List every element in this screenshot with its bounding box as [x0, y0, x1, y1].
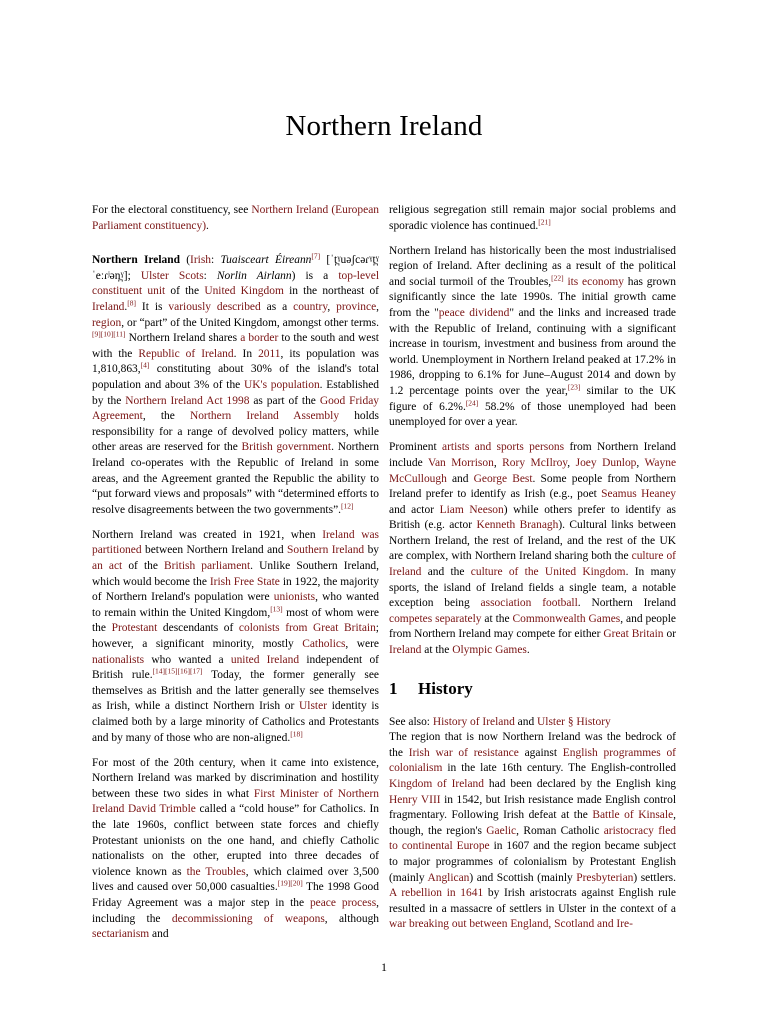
text: . Unlike Southern Ireland, which would become the [92, 559, 379, 588]
link-peace-process[interactable]: peace process [309, 896, 377, 909]
text: , and people from Northern Ireland may compete for either [389, 612, 676, 641]
text: called a “cold house” for Catholics. In the late 1960s, conflict between state forces and chiefly Protestant unionists on the one hand, and chiefly Catholic nationalists on the other, erupted into three decades of violence known as [92, 803, 380, 878]
link-irish-war-of-resistance[interactable]: Irish war of resistance [408, 746, 519, 759]
text: descendants of [157, 622, 239, 635]
text: ) while others prefer to identify as British (e.g. actor [389, 503, 676, 532]
text: Northern Ireland was created in 1921, when [92, 528, 323, 541]
text: , [493, 456, 503, 469]
citation[interactable]: [19][20] [277, 878, 303, 888]
text: : [211, 254, 221, 267]
text: in 1607 and the region became subject to major programmes of colonialism by Protestant English (mainly [389, 840, 676, 884]
hatnote [92, 203, 379, 234]
text: by [364, 544, 380, 557]
link-nationalists[interactable]: nationalists [92, 653, 145, 666]
text: Northern Ireland has historically been the most industrialised region of Ireland. After declining as a result of the political and social turmoil of the Troubles, [389, 244, 676, 288]
link-rebellion-1641[interactable]: A rebellion in 1641 [389, 887, 484, 900]
link-country[interactable]: country [293, 300, 328, 313]
text: or [663, 628, 676, 641]
text: against [518, 746, 563, 759]
text: The 1998 Good Friday Agreement was a major step in the [92, 881, 379, 909]
text: and actor [389, 503, 440, 516]
text: and [446, 472, 474, 485]
link-ni-assembly[interactable]: Northern Ireland Assembly [189, 410, 340, 423]
text: . Northern Ireland [577, 597, 676, 610]
text: ( [180, 254, 191, 267]
link-wayne-mccullough[interactable]: Wayne McCullough [389, 456, 677, 485]
text: , were [345, 637, 379, 650]
link-history-of-ireland[interactable]: History of Ireland [432, 715, 515, 728]
link-constituent-unit[interactable]: top-level constituent unit [92, 269, 379, 298]
link-henry-viii[interactable]: Henry VIII [389, 793, 441, 806]
link-good-friday-agreement[interactable]: Good Friday Agreement [92, 394, 380, 423]
link-kenneth-branagh[interactable]: Kenneth Branagh [476, 519, 559, 532]
text: , its population was 1,810,863, [92, 347, 379, 376]
link-kingdom-of-ireland[interactable]: Kingdom of Ireland [389, 778, 484, 790]
link-southern-ireland[interactable]: Southern Ireland [287, 544, 365, 557]
paragraph [389, 730, 676, 933]
link-province[interactable]: province [336, 300, 377, 313]
paragraph [389, 244, 676, 431]
link-united-ireland[interactable]: united Ireland [230, 653, 300, 666]
text: in the northeast of [283, 285, 379, 298]
citation[interactable]: [8] [127, 298, 136, 308]
citation[interactable]: [22] [551, 273, 564, 283]
paragraph [92, 756, 379, 943]
link-culture-of-ireland[interactable]: culture of Ireland [389, 550, 676, 579]
text: , [567, 456, 576, 469]
link-commonwealth-games[interactable]: Commonwealth Games [512, 612, 621, 625]
section-title: History [418, 678, 473, 698]
text: : [203, 269, 217, 282]
text: . [124, 300, 128, 313]
text: , who wanted to remain within the United Kingdom, [92, 591, 379, 619]
hatnote-text: For the electoral constituency, see [92, 204, 252, 216]
text: holds responsibility for a range of devolved policy matters, while other areas are reserved for the [92, 410, 379, 454]
text: in 1542, but Irish resistance made English control fragmentary. Following Irish defeat at the [389, 793, 677, 822]
text: from Northern Ireland include [389, 441, 677, 469]
link-british-parliament[interactable]: British parliament [164, 559, 251, 572]
link-republic-of-ireland[interactable]: Republic of Ireland [138, 347, 234, 360]
text: , which claimed over 3,500 lives and caused over 50,000 casualties. [92, 865, 379, 894]
link-ulster[interactable]: Ulster [299, 700, 327, 713]
text: 58.2% of those unemployed had been unemployed for over a year. [389, 400, 677, 429]
citation[interactable]: [21] [538, 217, 551, 227]
text: similar to the UK figure of 6.2%. [389, 385, 677, 413]
text: ). Cultural links between Northern Ireland, the rest of Ireland, and the rest of the UK are complex, with Northern Ireland sharing both the [389, 519, 676, 563]
paragraph [389, 203, 676, 234]
text: , [376, 300, 380, 313]
link-rory-mcilroy[interactable]: Rory McIlroy [502, 456, 568, 469]
page-title: Northern Ireland [285, 110, 483, 142]
text: , Roman Catholic [516, 824, 604, 837]
citation[interactable]: [23] [567, 382, 581, 392]
link-liam-neeson[interactable]: Liam Neeson [439, 503, 504, 516]
section-heading-history [389, 680, 676, 698]
text: " and the links and increased trade with the Republic of Ireland, continuing with a significant increase in tourism, investment and business from around the world. Unemployment in Northern Ireland peaked at 17.2% in 1986, dropping to 6.1% for June–August 2014 and down by 1.2 percentage points over the year, [389, 307, 677, 398]
section-number: 1 [389, 678, 398, 698]
text: at the [481, 612, 513, 625]
text: independent of British rule. [92, 653, 379, 682]
article-subject: Northern Ireland [92, 254, 180, 267]
link-ireland-partitioned[interactable]: Ireland was partitioned [92, 528, 379, 557]
link-ni-act-1998[interactable]: Northern Ireland Act 1998 [125, 394, 250, 407]
text: constituting about 30% of the island's total population and about 3% of the [92, 363, 379, 391]
lead-paragraph [92, 253, 379, 518]
link-george-best[interactable]: George Best [473, 472, 533, 485]
text: as a [260, 300, 294, 313]
text: in the late 16th century. The English-controlled [442, 762, 676, 775]
link-ulster-scots[interactable]: Ulster Scots [140, 269, 204, 282]
text: It is [136, 300, 169, 313]
text: identity is claimed both by a large minority of Catholics and Protestants and by many of those who are non-aligned. [92, 700, 380, 744]
text: ; however, a significant minority, mostly [92, 622, 379, 650]
link-protestant[interactable]: Protestant [111, 622, 158, 635]
text: , the [142, 410, 190, 423]
link-united-kingdom[interactable]: United Kingdom [204, 285, 284, 298]
citation[interactable]: [18] [290, 729, 303, 738]
link-artists-sports[interactable]: artists and sports persons [442, 441, 565, 454]
link-ulster-history[interactable]: Ulster § History [537, 715, 611, 728]
link-david-trimble[interactable]: David Trimble [128, 803, 196, 816]
link-uk-population[interactable]: UK's population [243, 378, 320, 391]
link-variously-described[interactable]: variously described [168, 300, 261, 313]
link-anglican[interactable]: Anglican [427, 871, 470, 884]
link-peace-dividend[interactable]: peace dividend [438, 307, 510, 320]
text: in 1922, the majority of Northern Ireland's population were [92, 575, 379, 604]
text: See also: [389, 715, 433, 728]
link-english-colonialism[interactable]: English programmes of colonialism [389, 746, 676, 775]
link-culture-of-uk[interactable]: culture of the United Kingdom [470, 566, 626, 579]
text: as part of the [249, 394, 320, 407]
text: has grown significantly since the late 1990s. The initial growth came from the " [389, 275, 676, 320]
link-battle-of-kinsale[interactable]: Battle of Kinsale [592, 809, 674, 822]
text: Today, the former generally see themselves as British and the latter generally see themselves as Irish, while a distinct Northern Irish or [92, 669, 379, 713]
link-association-football[interactable]: association football [480, 597, 578, 610]
link-unionists[interactable]: unionists [273, 591, 316, 604]
text: and [514, 715, 538, 728]
text: , although [324, 912, 380, 925]
link-economy[interactable]: its economy [567, 275, 624, 288]
citation[interactable]: [12] [341, 501, 354, 511]
link-ireland[interactable]: Ireland [92, 300, 125, 313]
link-ni-eu-constituency[interactable]: Northern Ireland (European Parliament constituency) [92, 204, 379, 232]
text: . [206, 219, 209, 232]
link-catholics[interactable]: Catholics [302, 637, 346, 650]
irish-name: Tuaisceart Éireann [220, 254, 312, 267]
text: between Northern Ireland and [141, 544, 288, 557]
link-british-government[interactable]: British government [241, 441, 332, 454]
link-the-troubles[interactable]: the Troubles [186, 865, 246, 878]
link-irish[interactable]: Irish [190, 254, 212, 267]
text: For most of the 20th century, when it came into existence, Northern Ireland was marked by discrimination and hostility between these two sides in what [92, 756, 379, 800]
text: Northern Ireland shares [125, 332, 241, 345]
text: . In [233, 347, 259, 360]
left-column [92, 203, 379, 952]
link-van-morrison[interactable]: Van Morrison [427, 456, 494, 469]
link-great-britain[interactable]: Great Britain [603, 628, 664, 641]
text: Prominent [389, 441, 442, 454]
ipa: [ˈt̪ˠuəʃcəɾˠt̪ˠ ˈeːɾʲən̪ˠ]; [92, 254, 379, 282]
link-joey-dunlop[interactable]: Joey Dunlop [575, 456, 637, 469]
text: by Irish aristocrats against English rule resulted in a massacre of settlers in Ulster in the context of a [389, 887, 676, 915]
text: . In many sports, the island of Ireland fields a single team, a notable exception being [389, 566, 676, 610]
text: . [526, 644, 530, 657]
citation[interactable]: [13] [270, 604, 283, 614]
text: and the [421, 566, 471, 579]
text: ) and Scottish (mainly [469, 871, 577, 884]
text: . Established by the [92, 378, 379, 407]
link-irish-free-state[interactable]: Irish Free State [209, 575, 280, 588]
link-first-minister[interactable]: First Minister of Northern Ireland [92, 787, 379, 816]
link-decommissioning[interactable]: decommissioning of weapons [171, 912, 325, 925]
text: religious segregation still remain major social problems and sporadic violence has continued. [389, 204, 676, 232]
text: The region that is now Northern Ireland was the bedrock of the [389, 731, 676, 759]
link-region[interactable]: region [92, 316, 122, 329]
text: of the [122, 559, 165, 572]
text: at the [421, 644, 453, 657]
text: , though, the region's [389, 809, 676, 837]
link-gaelic[interactable]: Gaelic [486, 824, 517, 837]
see-also-note [389, 715, 676, 731]
text: . Some people from Northern Ireland prefer to identify as Irish (e.g., poet [389, 472, 677, 501]
scots-name: Norlin Airlann [216, 269, 292, 282]
text: , [327, 300, 337, 313]
link-flight-of-earls[interactable]: aristocracy fled to continental Europe [389, 824, 676, 853]
link-seamus-heaney[interactable]: Seamus Heaney [601, 488, 676, 501]
text: ) is a [291, 269, 339, 282]
link-an-act[interactable]: an act [92, 559, 123, 572]
text: most of whom were the [92, 606, 379, 635]
citation[interactable]: [24] [465, 398, 479, 408]
citation[interactable]: [9][10][11] [92, 329, 126, 339]
text: and [149, 928, 169, 941]
text: of the [165, 285, 205, 298]
link-presbyterian[interactable]: Presbyterian [576, 871, 634, 884]
text: , including the [92, 896, 380, 925]
text: , or “part” of the United Kingdom, amongst other terms. [121, 316, 379, 329]
text: ) settlers. [633, 871, 676, 884]
right-column [389, 203, 676, 942]
link-competes-separately[interactable]: competes separately [389, 612, 482, 625]
link-border[interactable]: a border [240, 332, 279, 345]
link-olympic-games[interactable]: Olympic Games [452, 644, 527, 657]
text: , [636, 456, 645, 469]
text: . Northern Ireland co-operates with the Republic of Ireland in some areas, and the Agreement granted the Republic the ability to “put forward views and proposals” with “determined efforts to resolve disagreements between the two governments”. [92, 441, 379, 516]
text: had been declared by the English king [483, 778, 677, 790]
link-ireland-olympics[interactable]: Ireland [389, 644, 422, 657]
link-war-of-three-kingdoms[interactable]: war breaking out between England, Scotland and Ire- [389, 918, 633, 931]
text: to the south and west with the [92, 332, 379, 360]
citation[interactable]: [4] [140, 360, 150, 370]
link-2011[interactable]: 2011 [258, 347, 281, 360]
text: who wanted a [144, 653, 231, 666]
link-colonists[interactable]: colonists from Great Britain [238, 622, 376, 635]
page-number: 1 [381, 960, 387, 974]
citation[interactable]: [14][15][16][17] [152, 666, 203, 676]
paragraph [92, 528, 379, 746]
link-sectarianism[interactable]: sectarianism [92, 928, 150, 941]
paragraph [389, 440, 676, 658]
citation[interactable]: [7] [311, 251, 321, 261]
